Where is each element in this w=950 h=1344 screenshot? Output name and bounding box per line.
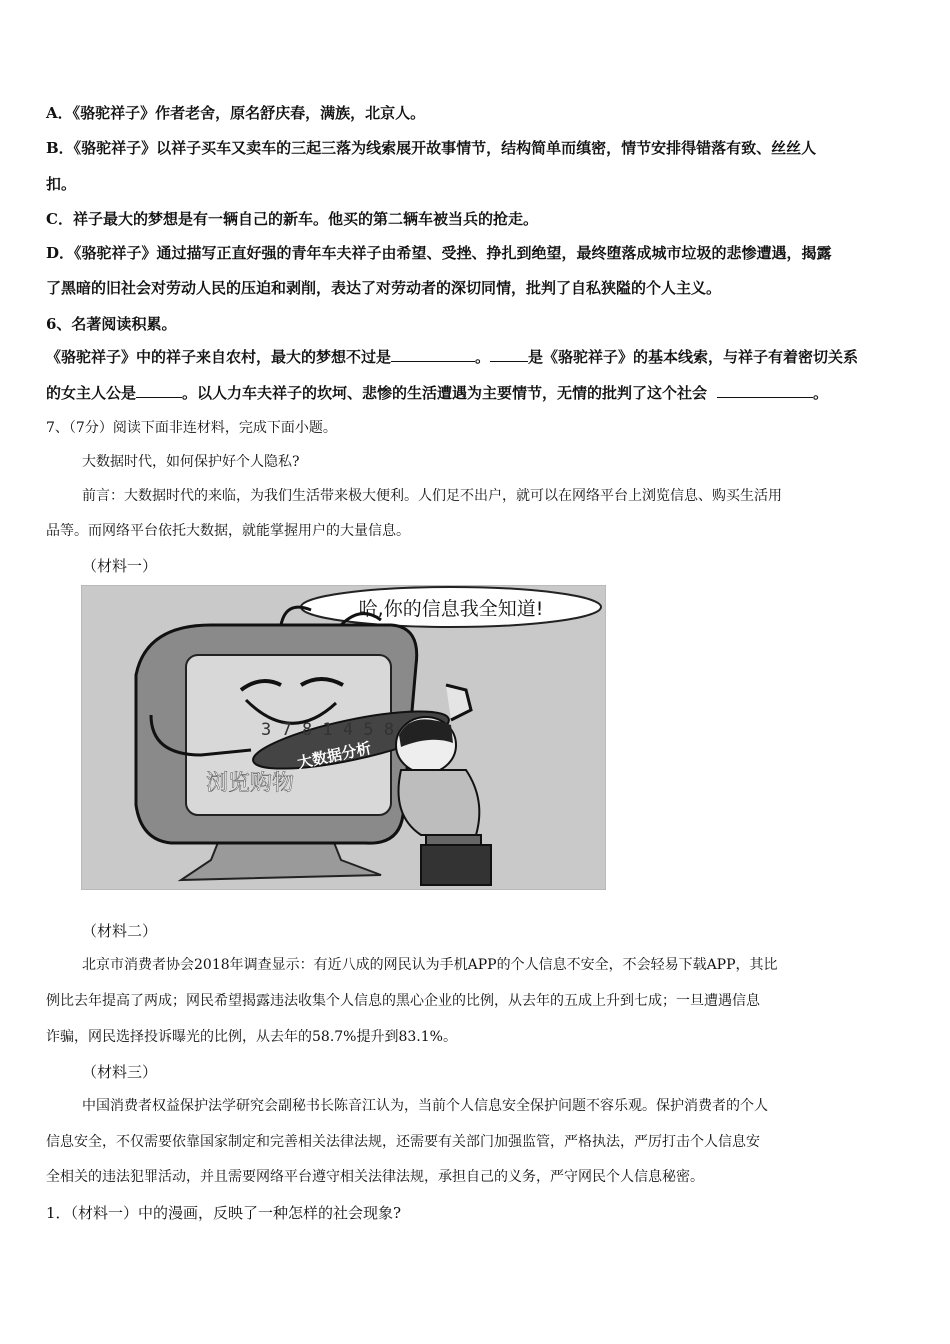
- article-title: 大数据时代，如何保护好个人隐私?: [82, 454, 300, 470]
- answer-blank[interactable]: [136, 383, 182, 398]
- material-three-line3: 全相关的违法犯罪活动，并且需要网络平台遵守相关法律法规，承担自己的义务，严守网民个人信息秘密。: [46, 1169, 704, 1185]
- q6-heading: 6、名著阅读积累。: [46, 315, 177, 333]
- answer-blank[interactable]: [717, 383, 813, 398]
- material-three-line2: 信息安全，不仅需要依靠国家制定和完善相关法律法规，还需要有关部门加强监管，严格执法，严厉打击个人信息安: [46, 1134, 760, 1150]
- option-c: C．祥子最大的梦想是有一辆自己的新车。他买的第二辆车被当兵的抢走。: [46, 210, 538, 228]
- screen-text: 浏览购物: [206, 771, 295, 796]
- cartoon-digits: 3 7 8 1 4 5 8: [261, 720, 395, 740]
- material-two-line3: 诈骗，网民选择投诉曝光的比例，从去年的58.7%提升到83.1%。: [46, 1029, 457, 1045]
- q6-text: 《骆驼祥子》中的祥子来自农村，最大的梦想不过是: [46, 348, 392, 366]
- material-three-label: （材料三）: [82, 1063, 158, 1081]
- q6-text: 是《骆驼祥子》的基本线索，与祥子有着密切关系: [528, 348, 859, 366]
- material-two-label: （材料二）: [82, 922, 158, 940]
- material-three-line1: 中国消费者权益保护法学研究会副秘书长陈音江认为，当前个人信息安全保护问题不容乐观。保护消费者的个人: [82, 1098, 768, 1114]
- option-d-line2: 了黑暗的旧社会对劳动人民的压迫和剥削，表达了对劳动者的深切同情，批判了自私狭隘的个人主义。: [46, 279, 722, 297]
- option-d-line1: D．《骆驼祥子》通过描写正直好强的青年车夫祥子由希望、受挫、挣扎到绝望，最终堕落成城市垃圾的悲惨遭遇，揭露: [46, 244, 832, 262]
- sub-question-1: 1．（材料一）中的漫画，反映了一种怎样的社会现象?: [46, 1204, 402, 1222]
- band-text: 大数据分析: [295, 738, 373, 773]
- material-two-line1: 北京市消费者协会2018年调查显示：有近八成的网民认为手机APP的个人信息不安全，不会轻易下载APP，其比: [82, 957, 778, 973]
- material-one-label: （材料一）: [82, 557, 158, 575]
- answer-blank[interactable]: [391, 347, 475, 362]
- q6-text: 。: [475, 348, 491, 366]
- material-two-line2: 例比去年提高了两成；网民希望揭露违法收集个人信息的黑心企业的比例，从去年的五成上升到七成；一旦遭遇信息: [46, 993, 760, 1009]
- option-b-line1: B．《骆驼祥子》以祥子买车又卖车的三起三落为线索展开故事情节，结构简单而缜密，情节安排得错落有致、丝丝人: [46, 139, 817, 157]
- q6-text: 的女主人公是: [46, 384, 137, 402]
- q7-heading: 7、（7分）阅读下面非连材料，完成下面小题。: [46, 420, 337, 436]
- preface-line2: 品等。而网络平台依托大数据，就能掌握用户的大量信息。: [46, 523, 410, 539]
- option-a: A．《骆驼祥子》作者老舍，原名舒庆春，满族，北京人。: [46, 104, 426, 122]
- q6-text: 。: [813, 384, 829, 402]
- preface-line1: 前言：大数据时代的来临，为我们生活带来极大便利。人们足不出户，就可以在网络平台上浏览信息、购买生活用: [82, 488, 782, 504]
- q6-line2: [46, 383, 908, 403]
- answer-blank[interactable]: [490, 347, 528, 362]
- option-b-line2: 扣。: [46, 175, 77, 193]
- q6-line1: [46, 347, 908, 367]
- speech-bubble-text: 哈,你的信息我全知道!: [358, 598, 544, 620]
- cartoon-image: [81, 585, 606, 890]
- q6-text: 。以人力车夫祥子的坎坷、悲惨的生活遭遇为主要情节，无情的批判了这个社会: [182, 384, 708, 402]
